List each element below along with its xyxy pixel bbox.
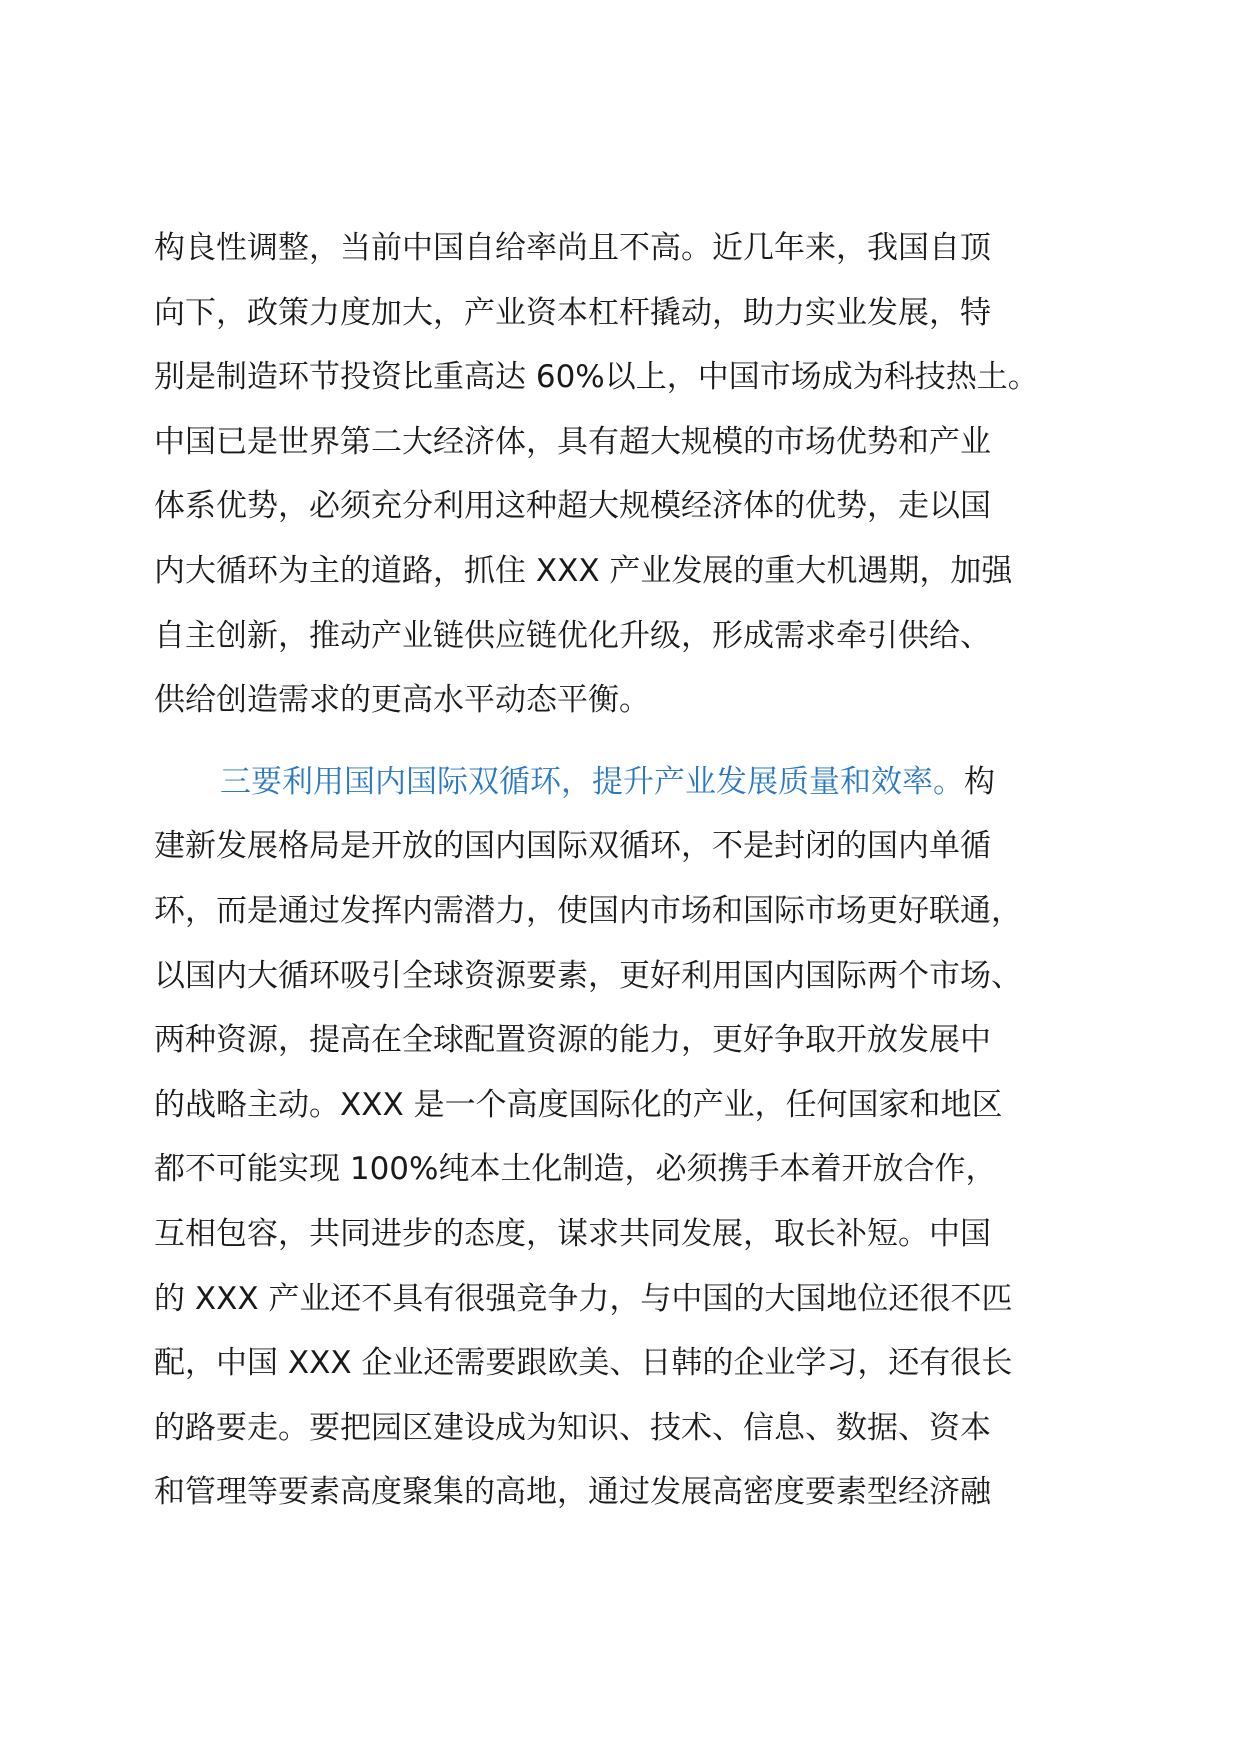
text-line: 两种资源，提高在全球配置资源的能力，更好争取开放发展中 [154,1022,991,1059]
text-line: 别是制造环节投资比重高达 60%以上，中国市场成为科技热土。 [154,359,1039,396]
text-line: 的战略主动。XXX 是一个高度国际化的产业，任何国家和地区 [154,1086,1003,1123]
text-line: 的 XXX 产业还不具有很强竞争力，与中国的大国地位还很不匹 [154,1280,1013,1317]
paragraph-dual-circulation [154,750,1124,1525]
paragraph-first-line [154,750,1124,815]
text-line: 互相包容，共同进步的态度，谋求共同发展，取长补短。中国 [154,1215,991,1252]
document-body [154,216,1124,1525]
text-line: 内大循环为主的道路，抓住 XXX 产业发展的重大机遇期，加强 [154,552,1013,589]
text-line: 向下，政策力度加大，产业资本杠杆撬动，助力实业发展，特 [154,294,991,331]
section-heading-highlight: 三要利用国内国际双循环，提升产业发展质量和效率。 [220,763,964,800]
text-fragment: 构 [964,763,995,800]
text-line: 和管理等要素高度聚集的高地，通过发展高密度要素型经济融 [154,1474,991,1511]
text-line: 供给创造需求的更高水平动态平衡。 [154,682,650,719]
paragraph-continued [154,216,1124,733]
text-line: 自主创新，推动产业链供应链优化升级，形成需求牵引供给、 [154,617,991,654]
text-line: 环，而是通过发挥内需潜力，使国内市场和国际市场更好联通， [154,892,1022,929]
text-line: 中国已是世界第二大经济体，具有超大规模的市场优势和产业 [154,423,991,460]
text-line: 都不可能实现 100%纯本土化制造，必须携手本着开放合作， [154,1151,997,1188]
text-line: 建新发展格局是开放的国内国际双循环，不是封闭的国内单循 [154,828,991,865]
text-line: 的路要走。要把园区建设成为知识、技术、信息、数据、资本 [154,1409,991,1446]
text-line: 构良性调整，当前中国自给率尚且不高。近几年来，我国自顶 [154,230,991,266]
text-line: 配，中国 XXX 企业还需要跟欧美、日韩的企业学习，还有很长 [154,1345,1013,1382]
text-line: 以国内大循环吸引全球资源要素，更好利用国内国际两个市场、 [154,957,1022,994]
text-line: 体系优势，必须充分利用这种超大规模经济体的优势，走以国 [154,488,991,525]
paragraph-spacing [154,733,1124,750]
